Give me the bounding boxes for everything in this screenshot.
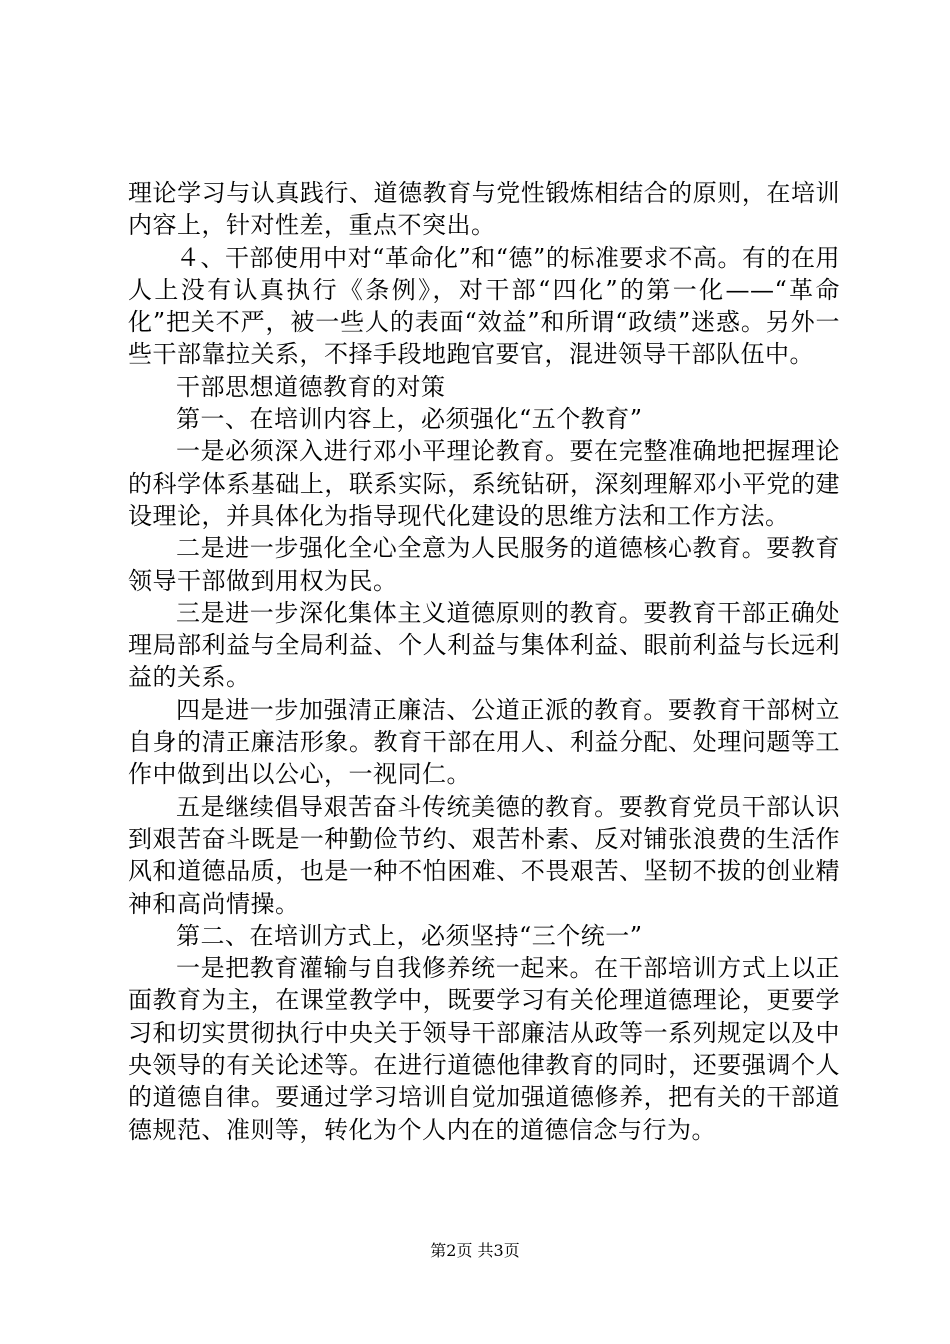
paragraph: 第二、在培训方式上，必须坚持“三个统一” — [176, 921, 643, 950]
paragraph: 五是继续倡导艰苦奋斗传统美德的教育。要教育党员干部认识到艰苦奋斗既是一种勤俭节约、艰苦朴素、反对铺张浪费的生活作风和道德品质，也是一种不怕困难、不畏艰苦、坚韧不拔的创业精神和高尚情操。 — [128, 792, 840, 918]
paragraph: 一是必须深入进行邓小平理论教育。要在完整准确地把握理论的科学体系基础上，联系实际，系统钻研，深刻理解邓小平党的建设理论，并具体化为指导现代化建设的思维方法和工作方法。 — [128, 437, 840, 530]
page-footer: 第2页 共3页 — [430, 1241, 520, 1260]
paragraph: 四是进一步加强清正廉洁、公道正派的教育。要教育干部树立自身的清正廉洁形象。教育干部在用人、利益分配、处理问题等工作中做到出以公心，一视同仁。 — [128, 695, 840, 789]
paragraph: 理论学习与认真践行、道德教育与党性锻炼相结合的原则，在培训内容上，针对性差，重点不突出。 — [128, 179, 840, 240]
paragraph: ４、干部使用中对“革命化”和“德”的标准要求不高。有的在用人上没有认真执行《条例》，对干部“四化”的第一化——“革命化”把关不严，被一些人的表面“效益”和所谓“政绩”迷惑。另外一些干部靠拉关系，不择手段地跑官要官，混进领导干部队伍中。 — [128, 243, 840, 369]
paragraph: 二是进一步强化全心全意为人民服务的道德核心教育。要教育领导干部做到用权为民。 — [128, 534, 840, 595]
paragraph: 一是把教育灌输与自我修养统一起来。在干部培训方式上以正面教育为主，在课堂教学中，既要学习有关伦理道德理论，更要学习和切实贯彻执行中央关于领导干部廉洁从政等一系列规定以及中央领导的有关论述等。在进行道德他律教育的同时，还要强调个人的道德自律。要通过学习培训自觉加强道德修养，把有关的干部道德规范、准则等，转化为个人内在的道德信念与行为。 — [128, 954, 840, 1144]
paragraph: 干部思想道德教育的对策 — [176, 372, 446, 401]
paragraph: 第一、在培训内容上，必须强化“五个教育” — [176, 405, 643, 434]
paragraph: 三是进一步深化集体主义道德原则的教育。要教育干部正确处理局部利益与全局利益、个人利益与集体利益、眼前利益与长远利益的关系。 — [128, 598, 840, 692]
document-body — [128, 177, 840, 1146]
